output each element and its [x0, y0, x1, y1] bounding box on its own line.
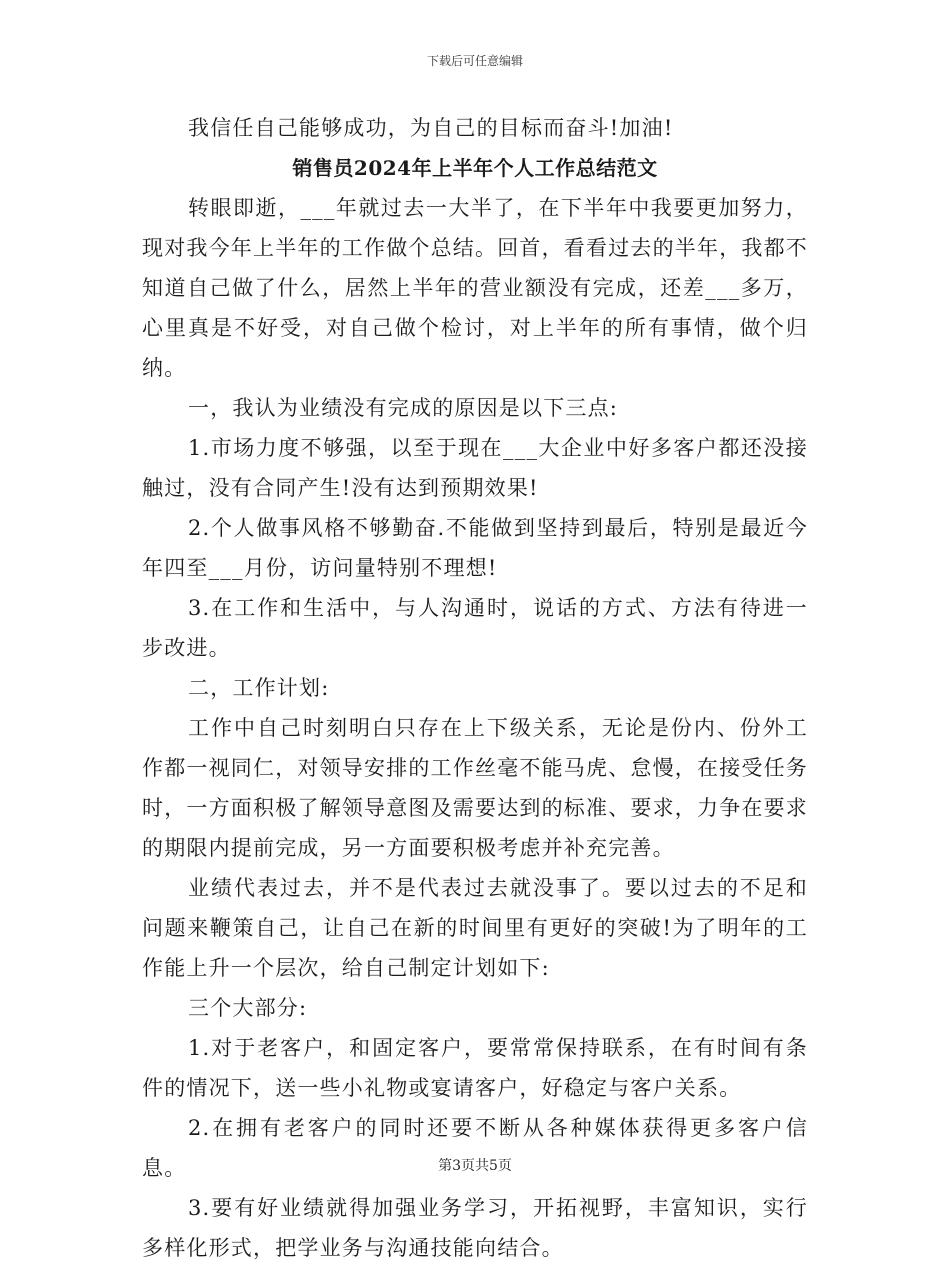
- section-heading: 三个大部分:: [188, 996, 308, 1020]
- paragraph: 业绩代表过去，并不是代表过去就没事了。要以过去的不足和问题来鞭策自己，让自己在新的时间里有更好的突破!为了明年的工作能上升一个层次，给自己制定计划如下:: [142, 876, 808, 980]
- document-body: [142, 108, 808, 1268]
- section-heading: 一，我认为业绩没有完成的原因是以下三点:: [188, 396, 619, 420]
- document-title: 销售员2024年上半年个人工作总结范文: [292, 156, 658, 180]
- list-item: 1.对于老客户，和固定客户，要常常保持联系，在有时间有条件的情况下，送一些小礼物或宴请客户，好稳定与客户关系。: [142, 1036, 808, 1100]
- page-number: 第3页共5页: [438, 1158, 512, 1174]
- list-item: 2.个人做事风格不够勤奋.不能做到坚持到最后，特别是最近今年四至___月份，访问量特别不理想!: [142, 516, 808, 580]
- intro-line: 我信任自己能够成功，为自己的目标而奋斗!加油!: [188, 116, 674, 140]
- list-item: 3.要有好业绩就得加强业务学习，开拓视野，丰富知识，实行多样化形式，把学业务与沟通技能向结合。: [142, 1196, 808, 1260]
- paragraph: 转眼即逝，___年就过去一大半了，在下半年中我要更加努力，现对我今年上半年的工作做个总结。回首，看看过去的半年，我都不知道自己做了什么，居然上半年的营业额没有完成，还差___多万，心里真是不好受，对自己做个检讨，对上半年的所有事情，做个归纳。: [142, 196, 808, 380]
- list-item: 1.市场力度不够强，以至于现在___大企业中好多客户都还没接触过，没有合同产生!没有达到预期效果!: [142, 436, 808, 500]
- paragraph: 工作中自己时刻明白只存在上下级关系，无论是份内、份外工作都一视同仁，对领导安排的工作丝毫不能马虎、怠慢，在接受任务时，一方面积极了解领导意图及需要达到的标准、要求，力争在要求的期限内提前完成，另一方面要积极考虑并补充完善。: [142, 716, 808, 860]
- list-item: 3.在工作和生活中，与人沟通时，说话的方式、方法有待进一步改进。: [142, 596, 808, 660]
- section-heading: 二，工作计划:: [188, 676, 330, 700]
- page-header-note: 下载后可任意编辑: [426, 54, 523, 68]
- list-item: 2.在拥有老客户的同时还要不断从各种媒体获得更多客户信息。: [142, 1116, 808, 1180]
